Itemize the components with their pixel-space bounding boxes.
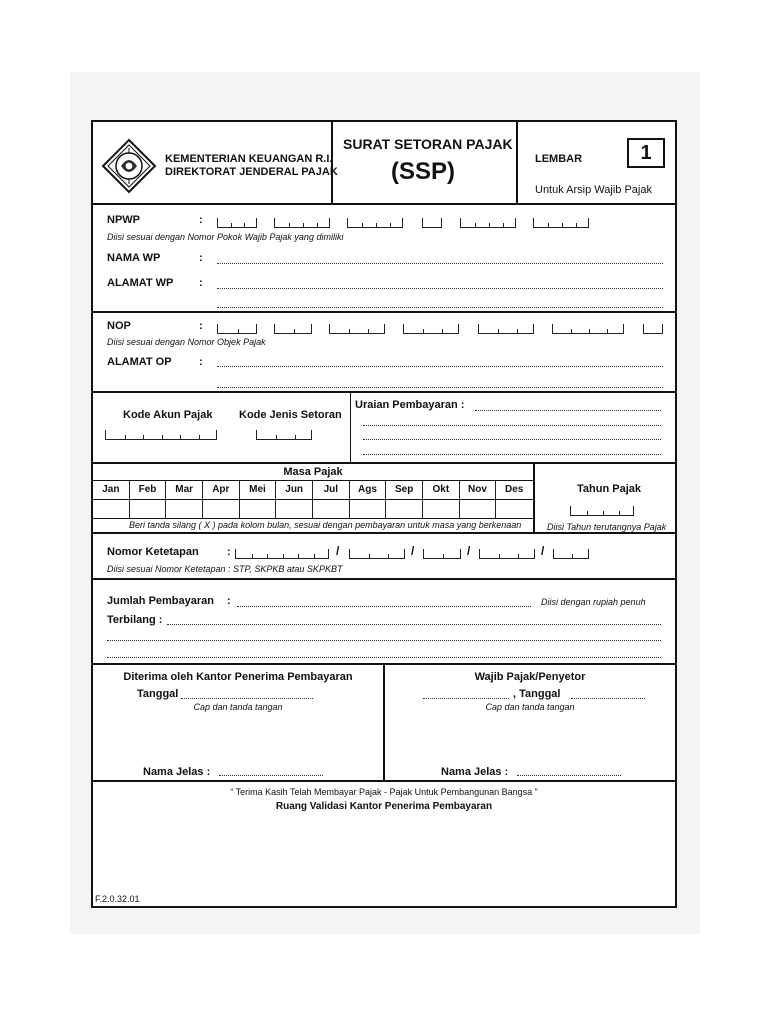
sheet-purpose: Untuk Arsip Wajib Pajak <box>535 184 652 196</box>
month-checkbox[interactable] <box>166 500 202 518</box>
object-address-field-1[interactable] <box>217 366 663 367</box>
receiving-name-label: Nama Jelas : <box>143 766 211 778</box>
month-label: Jan <box>102 484 120 495</box>
receiving-name-field[interactable] <box>219 775 323 776</box>
month-label: Ags <box>358 484 377 495</box>
sheet-number-box <box>627 138 665 168</box>
tax-year-label: Tahun Pajak <box>577 483 641 495</box>
taxpayer-address-label: ALAMAT WP <box>107 277 174 289</box>
nop-label: NOP <box>107 320 131 332</box>
month-checkbox[interactable] <box>93 500 129 518</box>
divider-object <box>93 391 675 393</box>
divider-assessment <box>93 578 675 580</box>
taxpayer-name-sign-label: Nama Jelas : <box>441 766 509 778</box>
month-label: Jun <box>285 484 304 495</box>
month-label: Mei <box>249 484 266 495</box>
object-address-label: ALAMAT OP <box>107 356 172 368</box>
divider-period <box>93 532 675 534</box>
amount-in-words-label: Terbilang : <box>107 614 163 626</box>
taxpayer-name-field[interactable] <box>217 263 663 264</box>
nop-field-1[interactable] <box>217 324 257 334</box>
account-code-field[interactable] <box>105 430 217 440</box>
header-divider-2 <box>516 122 518 204</box>
month-label: Mar <box>175 484 194 495</box>
taxpayer-name-colon: : <box>199 252 203 264</box>
header-divider-1 <box>331 122 333 204</box>
month-label: Nov <box>468 484 487 495</box>
tax-period-note: Beri tanda silang ( X ) pada kolom bulan, sesuai dengan pembayaran untuk masa yang berkenaan <box>129 520 522 530</box>
nop-colon: : <box>199 320 203 332</box>
month-label: Sep <box>394 484 414 495</box>
form-code: F.2.0.32.01 <box>95 894 140 904</box>
document-code: (SSP) <box>391 158 456 185</box>
period-divider <box>533 463 535 533</box>
taxpayer-address-field-1[interactable] <box>217 288 663 289</box>
month-checkbox[interactable] <box>276 500 312 518</box>
tax-year-field[interactable] <box>570 506 634 516</box>
taxpayer-place-field[interactable] <box>423 698 509 699</box>
month-header-rule <box>93 499 533 500</box>
taxpayer-name-label: NAMA WP <box>107 252 161 264</box>
thank-you-message: “ Terima Kasih Telah Membayar Pajak - Pajak Untuk Pembangunan Bangsa ” <box>230 787 538 797</box>
month-checkbox[interactable] <box>130 500 166 518</box>
ssp-form <box>91 120 677 908</box>
assessment-slash-1: / <box>336 544 340 558</box>
tax-period-title: Masa Pajak <box>283 466 343 478</box>
month-checkbox[interactable] <box>496 500 532 518</box>
taxpayer-address-field-2[interactable] <box>217 307 663 308</box>
sheet-label: LEMBAR <box>535 153 583 165</box>
object-address-field-2[interactable] <box>217 387 663 388</box>
payment-amount-label: Jumlah Pembayaran <box>107 595 214 607</box>
nop-field-7[interactable] <box>643 324 663 334</box>
assessment-field-3[interactable] <box>423 549 461 559</box>
tax-year-note: Diisi Tahun terutangnya Pajak <box>547 522 667 532</box>
divider-header <box>93 203 675 205</box>
taxpayer-stamp-note: Cap dan tanda tangan <box>485 702 575 712</box>
nop-field-3[interactable] <box>329 324 385 334</box>
npwp-colon: : <box>199 214 203 226</box>
payment-description-field-2[interactable] <box>363 425 661 426</box>
directorate-name: DIREKTORAT JENDERAL PAJAK <box>165 166 338 178</box>
npwp-field-1[interactable] <box>217 218 257 228</box>
divider-codes <box>93 462 675 464</box>
assessment-slash-2: / <box>411 544 415 558</box>
npwp-note: Diisi sesuai dengan Nomor Pokok Wajib Pajak yang dimiliki <box>107 232 344 242</box>
object-address-colon: : <box>199 356 203 368</box>
receiving-date-field[interactable] <box>181 698 313 699</box>
month-label: Jul <box>323 484 339 495</box>
assessment-field-2[interactable] <box>349 549 405 559</box>
assessment-slash-3: / <box>467 544 471 558</box>
npwp-field-3[interactable] <box>347 218 403 228</box>
ministry-logo <box>101 138 157 194</box>
npwp-label: NPWP <box>107 214 140 226</box>
taxpayer-name-sign-field[interactable] <box>517 775 621 776</box>
nop-field-4[interactable] <box>403 324 459 334</box>
npwp-field-5[interactable] <box>460 218 516 228</box>
month-checkbox[interactable] <box>460 500 496 518</box>
taxpayer-signer-title: Wajib Pajak/Penyetor <box>474 671 586 683</box>
payment-amount-note: Diisi dengan rupiah penuh <box>541 597 646 607</box>
taxpayer-date-field[interactable] <box>571 698 645 699</box>
payment-description-label: Uraian Pembayaran : <box>355 399 465 411</box>
month-label: Feb <box>138 484 157 495</box>
taxpayer-address-colon: : <box>199 277 203 289</box>
month-checkbox[interactable] <box>313 500 349 518</box>
assessment-field-5[interactable] <box>553 549 589 559</box>
amount-in-words-field-2[interactable] <box>107 640 661 641</box>
month-checkbox[interactable] <box>240 500 276 518</box>
payment-amount-colon: : <box>227 595 231 607</box>
ministry-name: KEMENTERIAN KEUANGAN R.I. <box>165 153 333 165</box>
receiving-office-title: Diterima oleh Kantor Penerima Pembayaran <box>123 671 353 683</box>
month-checkbox[interactable] <box>423 500 459 518</box>
codes-divider <box>350 392 351 463</box>
nop-note: Diisi sesuai dengan Nomor Objek Pajak <box>107 337 266 347</box>
npwp-field-2[interactable] <box>274 218 330 228</box>
assessment-number-label: Nomor Ketetapan <box>107 546 199 558</box>
month-checkbox[interactable] <box>350 500 386 518</box>
payment-description-field-3[interactable] <box>363 439 661 440</box>
validation-area[interactable] <box>93 816 675 888</box>
receiving-date-label: Tanggal <box>137 688 179 700</box>
payment-amount-field[interactable] <box>237 606 531 607</box>
account-code-label: Kode Akun Pajak <box>123 409 213 421</box>
assessment-note: Diisi sesuai Nomor Ketetapan : STP, SKPKB atau SKPKBT <box>107 564 343 574</box>
month-box-rule <box>93 518 533 519</box>
npwp-field-6[interactable] <box>533 218 589 228</box>
deposit-type-label: Kode Jenis Setoran <box>239 409 342 421</box>
deposit-type-field[interactable] <box>256 430 312 440</box>
assessment-field-4[interactable] <box>479 549 535 559</box>
nop-field-5[interactable] <box>478 324 534 334</box>
amount-in-words-field-1[interactable] <box>167 624 661 625</box>
divider-taxpayer <box>93 311 675 313</box>
payment-description-field-1[interactable] <box>475 410 661 411</box>
receiving-stamp-note: Cap dan tanda tangan <box>193 702 283 712</box>
divider-signatures <box>93 780 675 782</box>
validation-area-title: Ruang Validasi Kantor Penerima Pembayaran <box>275 801 493 812</box>
month-checkbox[interactable] <box>203 500 239 518</box>
assessment-colon: : <box>227 546 231 558</box>
document-title: SURAT SETORAN PAJAK <box>343 136 513 152</box>
month-checkbox[interactable] <box>386 500 422 518</box>
assessment-slash-4: / <box>541 544 545 558</box>
amount-in-words-field-3[interactable] <box>107 657 661 658</box>
payment-description-field-4[interactable] <box>363 454 661 455</box>
nop-field-6[interactable] <box>552 324 624 334</box>
taxpayer-date-label: , Tanggal <box>513 688 561 700</box>
month-label: Okt <box>432 484 450 495</box>
month-label: Des <box>504 484 524 495</box>
month-label: Apr <box>212 484 230 495</box>
sheet-number: 1 <box>640 142 652 164</box>
npwp-field-4[interactable] <box>422 218 442 228</box>
nop-field-2[interactable] <box>274 324 312 334</box>
assessment-field-1[interactable] <box>235 549 329 559</box>
